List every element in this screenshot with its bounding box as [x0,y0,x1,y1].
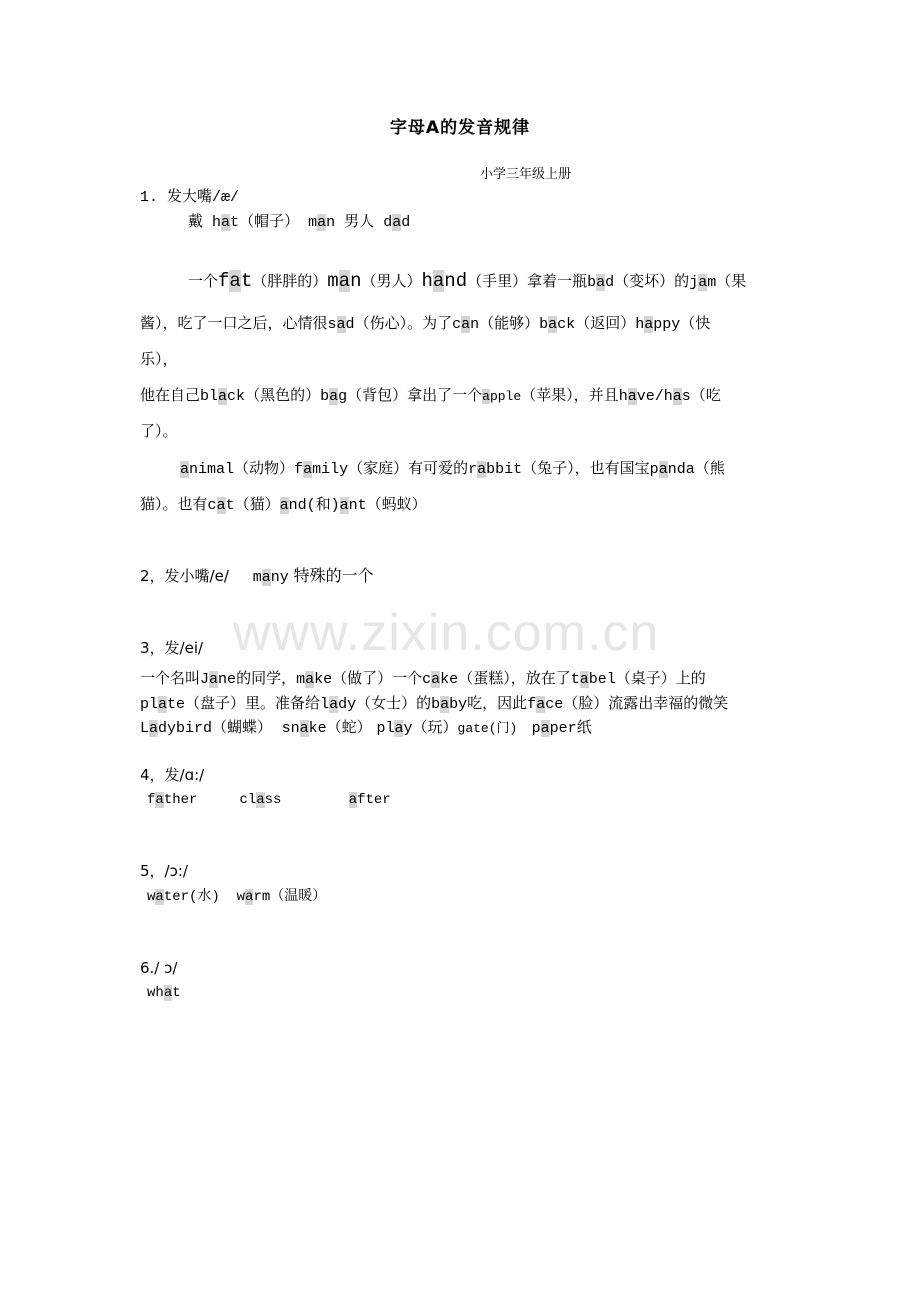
story-line-7: 猫）。也有cat（猫）and(和)ant（蚂蚁） [140,495,427,514]
story-line-6: animal（动物）family（家庭）有可爱的rabbit（兔子），也有国宝panda（熊 [180,459,725,478]
section-1-heading: 1. 发大嘴/æ/ [140,189,240,206]
section-2-line: 2，发小嘴/e/ many 特殊的一个 [140,566,374,586]
story-line-1: 一个fat（胖胖的）man（男人）hand（手里）拿着一瓶bad（变坏）的jam（果 [188,270,747,292]
section-4-heading: 4，发/ɑ:/ [140,766,205,784]
story-line-5: 了）。 [140,422,178,440]
section-3-line-1: 一个名叫Jane的同学，make（做了）一个cake（蛋糕），放在了tabel（桌子）上的 [140,669,706,688]
watermark: www.zixin.com.cn [233,604,660,662]
story-line-3: 乐）， [140,350,178,368]
section-4-words: father class after [147,792,391,808]
section-3-line-2: plate（盘子）里。准备给lady（女士）的baby吃，因此face（脸）流露出幸福的微笑 [140,694,729,713]
section-3-line-3: Ladybird（蝴蝶） snake（蛇） play（玩）gate(门) paper纸 [140,718,592,737]
page-subtitle: 小学三年级上册 [480,167,572,182]
section-5-words: water(水) warm（温暖） [147,888,327,905]
section-6-heading: 6./ ɔ/ [140,959,178,977]
section-6-words: what [147,985,181,1001]
page-title: 字母A的发音规律 [389,118,531,138]
story-line-4: 他在自己black（黑色的）bag（背包）拿出了一个apple（苹果），并且have/has（吃 [140,386,721,405]
story-line-2: 酱），吃了一口之后，心情很sad（伤心）。为了can（能够）back（返回）happy（快 [140,314,711,333]
section-3-heading: 3，发/ei/ [140,639,204,657]
section-1-examples: 戴 hat（帽子） man 男人 dad [188,212,411,231]
section-5-heading: 5，/ɔ:/ [140,862,188,880]
